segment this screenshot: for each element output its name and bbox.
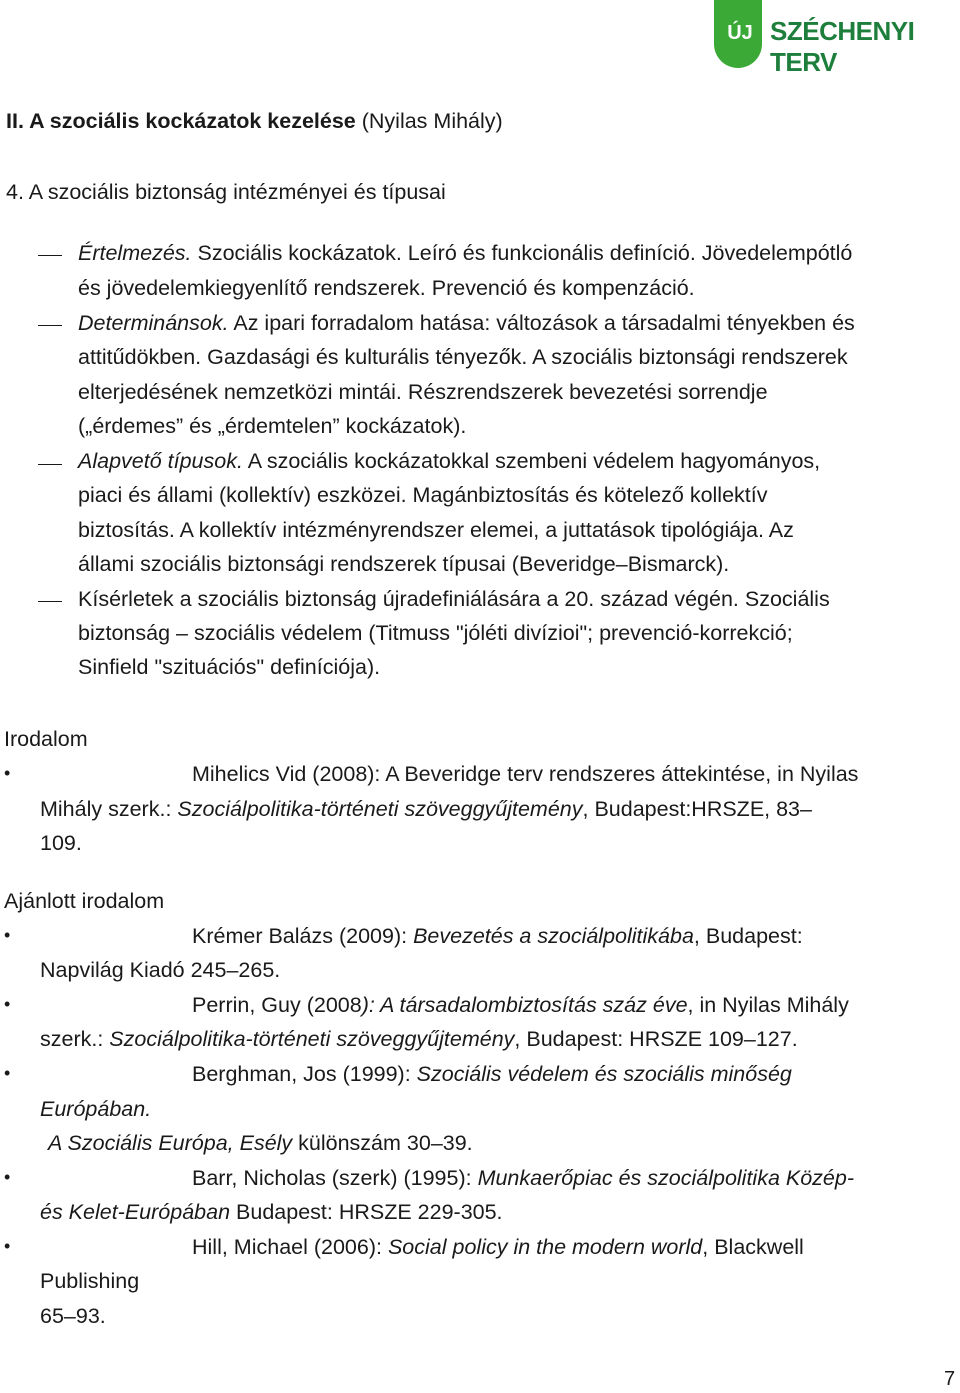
reference-line: 65–93. [40, 1304, 106, 1328]
item-line: attitűdökben. Gazdasági és kulturális tényezők. A szociális biztonsági rendszerek [78, 345, 848, 369]
ref-text: Berghman, Jos (1999): [192, 1062, 417, 1086]
reference-line [40, 1200, 503, 1225]
item-line: biztonság – szociális védelem (Titmuss "jóléti divízioi"; prevenció-korrekció; [78, 621, 793, 645]
ref-title: A Szociális Európa, Esély [48, 1131, 293, 1155]
page-heading [6, 109, 503, 134]
bullet-icon: • [4, 1167, 11, 1187]
bullet-icon: • [4, 763, 11, 783]
ref-text: Mihály szerk.: [40, 797, 178, 821]
item-line: („érdemes” és „érdemtelen” kockázatok). [78, 414, 467, 438]
ref-text: , Budapest: HRSZE 109–127. [514, 1027, 798, 1051]
item-line [78, 311, 855, 336]
ref-text: , Blackwell [702, 1235, 804, 1259]
reference-line: Publishing [40, 1269, 140, 1293]
item-line: elterjedésének nemzetközi mintái. Részrendszerek bevezetési sorrendje [78, 380, 768, 404]
section-title: 4. A szociális biztonság intézményei és típusai [6, 180, 446, 204]
ref-text: , Budapest:HRSZE, 83– [582, 797, 812, 821]
logo-mark [714, 0, 762, 68]
item-line: piaci és állami (kollektív) eszközei. Magánbiztosítás és kötelező kollektív [78, 483, 768, 507]
reference-line: Napvilág Kiadó 245–265. [40, 958, 281, 982]
reference-line [192, 924, 803, 949]
item-line: és jövedelemkiegyenlítő rendszerek. Prevenció és kompenzáció. [78, 276, 695, 300]
ref-title: ): A társadalombiztosítás száz éve [361, 993, 688, 1017]
ref-title: Szociálpolitika-történeti szöveggyűjtemény [177, 797, 583, 821]
reference-line [40, 797, 812, 822]
item-line [78, 241, 852, 266]
ajanlott-title: Ajánlott irodalom [4, 889, 165, 913]
ref-title: Munkaerőpiac és szociálpolitika Közép- [477, 1166, 855, 1190]
reference-line [40, 1097, 151, 1122]
bullet-icon: • [4, 1063, 11, 1083]
ref-title: és Kelet-Európában [40, 1200, 231, 1224]
irodalom-title: Irodalom [4, 727, 88, 751]
bullet-icon: • [4, 1236, 11, 1256]
reference-line [192, 993, 849, 1018]
dash-marker [38, 601, 62, 602]
item-text: Szociális kockázatok. Leíró és funkcionális definíció. Jövedelempótló [191, 241, 853, 265]
item-line: állami szociális biztonsági rendszerek típusai (Beveridge–Bismarck). [78, 552, 730, 576]
reference-line [48, 1131, 473, 1156]
bullet-icon: • [4, 994, 11, 1014]
ref-text: , Budapest: [693, 924, 803, 948]
ref-text: szerk.: [40, 1027, 110, 1051]
bullet-icon: • [4, 925, 11, 945]
ref-text: Krémer Balázs (2009): [192, 924, 414, 948]
ref-text: Perrin, Guy (2008 [192, 993, 362, 1017]
item-line: biztosítás. A kollektív intézményrendszer elemei, a juttatások tipológiája. Az [78, 518, 794, 542]
item-keyword: Értelmezés. [78, 241, 192, 265]
item-line: Sinfield "szituációs" definíciója). [78, 655, 381, 679]
reference-line [40, 1027, 798, 1052]
logo-text: SZÉCHENYI TERV [770, 16, 915, 77]
ref-text: , in Nyilas Mihály [687, 993, 849, 1017]
ref-text: Barr, Nicholas (szerk) (1995): [192, 1166, 478, 1190]
page-number: 7 [944, 1368, 956, 1390]
ref-title: Social policy in the modern world [387, 1235, 703, 1259]
item-line: Kísérletek a szociális biztonság újradefiniálására a 20. század végén. Szociális [78, 587, 830, 611]
szechenyi-terv-logo [712, 0, 960, 78]
reference-line: 109. [40, 831, 82, 855]
dash-marker [38, 325, 62, 326]
ref-text: Budapest: HRSZE 229-305. [230, 1200, 503, 1224]
item-keyword: Determinánsok. [78, 311, 229, 335]
dash-marker [38, 464, 62, 465]
reference-line [192, 1235, 804, 1260]
dash-marker [38, 255, 62, 256]
item-text: A szociális kockázatokkal szembeni védelem hagyományos, [242, 449, 821, 473]
reference-line [192, 1062, 792, 1087]
heading-title: II. A szociális kockázatok kezelése [6, 109, 356, 133]
ref-title: Szociális védelem és szociális minőség [416, 1062, 792, 1086]
reference-line [192, 1166, 854, 1191]
heading-author: (Nyilas Mihály) [355, 109, 503, 133]
ref-text: különszám 30–39. [292, 1131, 473, 1155]
ref-title: Bevezetés a szociálpolitikába [413, 924, 694, 948]
ref-title: Európában. [40, 1097, 152, 1121]
item-line [78, 449, 820, 474]
item-text: Az ipari forradalom hatása: változások a társadalmi tényekben és [228, 311, 855, 335]
reference-line: Mihelics Vid (2008): A Beveridge terv rendszeres áttekintése, in Nyilas [192, 762, 859, 786]
item-keyword: Alapvető típusok. [78, 449, 243, 473]
ref-text: Hill, Michael (2006): [192, 1235, 388, 1259]
logo-mark-text: ÚJ [727, 22, 753, 44]
ref-title: Szociálpolitika-történeti szöveggyűjtemény [109, 1027, 515, 1051]
